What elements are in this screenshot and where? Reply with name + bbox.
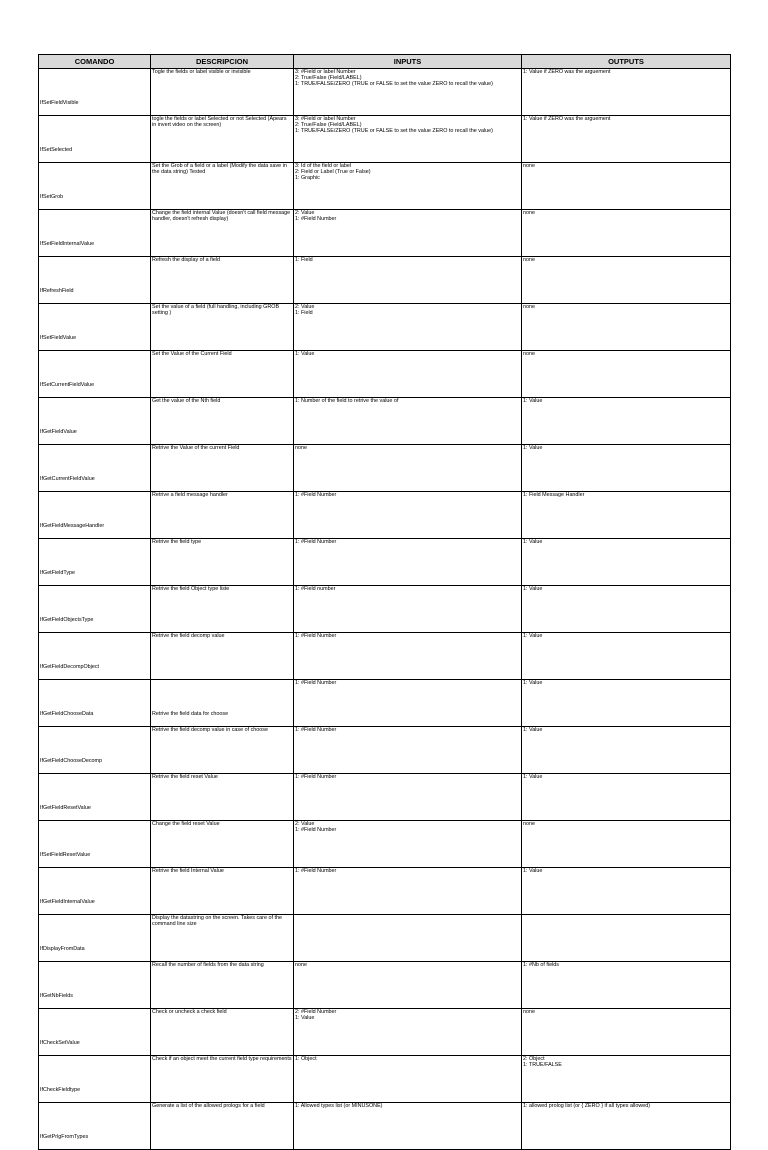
table-body	[39, 69, 731, 1150]
cell-outputs	[522, 915, 731, 962]
header-row	[39, 55, 731, 69]
cell-inputs: 1: #Field Number	[294, 868, 522, 915]
cell-inputs: 2: #Field Number 1: Value	[294, 1009, 522, 1056]
cell-inputs: 1: #Field Number	[294, 774, 522, 821]
cell-outputs: 1: Field Message Handler	[522, 492, 731, 539]
cell-inputs: 1: Allowed types list (or MINUSONE)	[294, 1103, 522, 1150]
table-row	[39, 163, 731, 210]
cell-inputs: 3: #Field or label Number 2: True/False (Field/LABEL) 1: TRUE/FALSE/ZERO (TRUE or FALSE to set the value ZERO to recall the value)	[294, 116, 522, 163]
cell-description: Display the datastring on the screen. Takes care of the command line size	[151, 915, 294, 962]
cell-description: Retrive a field message handler	[151, 492, 294, 539]
cell-outputs: none	[522, 304, 731, 351]
cell-command: IfGetCurrentFieldValue	[39, 445, 151, 492]
cell-description: Retrive the field decomp value	[151, 633, 294, 680]
cell-outputs: none	[522, 1009, 731, 1056]
cell-inputs: 1: #Field Number	[294, 539, 522, 586]
table-row	[39, 210, 731, 257]
cell-inputs: 1: #Field Number	[294, 492, 522, 539]
cell-description: Retrive the field reset Value	[151, 774, 294, 821]
table-row	[39, 821, 731, 868]
table-row	[39, 116, 731, 163]
cell-command: IfSetFieldInternalValue	[39, 210, 151, 257]
cell-command: IfCheckSetValue	[39, 1009, 151, 1056]
cell-description: togle the fields or label Selected or not Selected (Apears in invert video on the screen)	[151, 116, 294, 163]
cell-command: IfGetFieldChooseDecomp	[39, 727, 151, 774]
cell-inputs: 2: Value 1: #Field Number	[294, 821, 522, 868]
table-row	[39, 962, 731, 1009]
cell-description: Generate a list of the allowed prologs for a field	[151, 1103, 294, 1150]
table-row	[39, 727, 731, 774]
cell-description: Check if an object meet the current field type requirements	[151, 1056, 294, 1103]
cell-command: IfSetFieldResetValue	[39, 821, 151, 868]
cell-outputs: 1: Value if ZERO was the arguement	[522, 116, 731, 163]
header-comando: COMANDO	[39, 55, 151, 69]
cell-inputs: 1: #Field Number	[294, 633, 522, 680]
cell-outputs: 1: allowed prolog list (or { ZERO } if all types allowed)	[522, 1103, 731, 1150]
table-row	[39, 351, 731, 398]
cell-inputs: 2: Value 1: #Field Number	[294, 210, 522, 257]
cell-outputs: 1: Value	[522, 680, 731, 727]
cell-description: Check or uncheck a check field	[151, 1009, 294, 1056]
cell-inputs: 1: #Field number	[294, 586, 522, 633]
cell-description: Retrive the field Internal Value	[151, 868, 294, 915]
cell-description: Set the Grob of a field or a label (Modify the data save in the data string) Tested	[151, 163, 294, 210]
table-row	[39, 915, 731, 962]
cell-outputs: none	[522, 351, 731, 398]
cell-description: Retrive the field Object type liste	[151, 586, 294, 633]
cell-description: Get the value of the Nth field	[151, 398, 294, 445]
cell-inputs: 1: Field	[294, 257, 522, 304]
cell-command: IfGetFieldObjectsType	[39, 586, 151, 633]
cell-description: Retrive the Value of the current Field	[151, 445, 294, 492]
cell-command: IfSetSelected	[39, 116, 151, 163]
cell-command: IfGetFieldValue	[39, 398, 151, 445]
cell-outputs: 1: Value	[522, 586, 731, 633]
cell-outputs: none	[522, 163, 731, 210]
cell-description: Retrive the field decomp value in case of choose	[151, 727, 294, 774]
cell-description: Retrive the field type	[151, 539, 294, 586]
cell-description: Change the field reset Value	[151, 821, 294, 868]
cell-command: IfGetFieldMessageHandler	[39, 492, 151, 539]
cell-outputs: 1: Value	[522, 398, 731, 445]
table-row	[39, 680, 731, 727]
cell-inputs: 1: #Field Number	[294, 680, 522, 727]
cell-description: Recall the number of fields from the data string	[151, 962, 294, 1009]
cell-command: IfGetNbFields	[39, 962, 151, 1009]
commands-table	[38, 54, 731, 1150]
cell-outputs: 1: Value	[522, 633, 731, 680]
cell-outputs: none	[522, 210, 731, 257]
table-row	[39, 1103, 731, 1150]
cell-outputs: 1: Value	[522, 774, 731, 821]
cell-inputs: 1: #Field Number	[294, 727, 522, 774]
cell-inputs: 3: #Field or label Number 2: True/False (Field/LABEL) 1: TRUE/FALSE/ZERO (TRUE or FALSE to set the value ZERO to recall the value)	[294, 69, 522, 116]
table-row	[39, 539, 731, 586]
cell-inputs: none	[294, 445, 522, 492]
table-row	[39, 586, 731, 633]
table-row	[39, 445, 731, 492]
table-row	[39, 868, 731, 915]
cell-command: IfGetPrlgFromTypes	[39, 1103, 151, 1150]
cell-command: IfGetFieldChooseData	[39, 680, 151, 727]
cell-outputs: none	[522, 257, 731, 304]
cell-outputs: 1: #Nb of fields	[522, 962, 731, 1009]
cell-command: IfRefreshField	[39, 257, 151, 304]
cell-command: IfGetFieldDecompObject	[39, 633, 151, 680]
cell-command: IfGetFieldType	[39, 539, 151, 586]
cell-inputs: 3: Id of the field or label 2: Field or Label (True or False) 1: Graphic	[294, 163, 522, 210]
table-row	[39, 1056, 731, 1103]
cell-inputs: 1: Object	[294, 1056, 522, 1103]
table-row	[39, 774, 731, 821]
cell-outputs: none	[522, 821, 731, 868]
cell-inputs: 1: Number of the field to retrive the value of	[294, 398, 522, 445]
header-inputs: INPUTS	[294, 55, 522, 69]
cell-description: Set the Value of the Current Field	[151, 351, 294, 398]
table-row	[39, 69, 731, 116]
cell-outputs: 1: Value	[522, 539, 731, 586]
header-outputs: OUTPUTS	[522, 55, 731, 69]
cell-command: IfGetFieldInternalValue	[39, 868, 151, 915]
cell-inputs: 1: Value	[294, 351, 522, 398]
cell-description: Set the value of a field (full handling, including GROB setting )	[151, 304, 294, 351]
table-row	[39, 492, 731, 539]
cell-outputs: 1: Value if ZERO was the arguement	[522, 69, 731, 116]
cell-description: Refresh the display of a field	[151, 257, 294, 304]
cell-description: Retrive the field data for choose	[151, 680, 294, 727]
cell-command: IfSetFieldValue	[39, 304, 151, 351]
cell-description: Togle the fields or label visible or invisible	[151, 69, 294, 116]
cell-outputs: 1: Value	[522, 445, 731, 492]
cell-inputs	[294, 915, 522, 962]
cell-command: IfSetGrob	[39, 163, 151, 210]
header-descripcion: DESCRIPCION	[151, 55, 294, 69]
cell-outputs: 2: Object 1: TRUE/FALSE	[522, 1056, 731, 1103]
table-row	[39, 398, 731, 445]
cell-inputs: none	[294, 962, 522, 1009]
cell-description: Change the field internal Value (doesn't call field message handler, doesn't refresh display)	[151, 210, 294, 257]
cell-command: IfSetFieldVisible	[39, 69, 151, 116]
cell-outputs: 1: Value	[522, 727, 731, 774]
table-row	[39, 304, 731, 351]
table-row	[39, 257, 731, 304]
cell-command: IfCheckFieldtype	[39, 1056, 151, 1103]
table-row	[39, 633, 731, 680]
cell-command: IfSetCurrentFieldValue	[39, 351, 151, 398]
cell-inputs: 2: Value 1: Field	[294, 304, 522, 351]
cell-command: IfGetFieldResetValue	[39, 774, 151, 821]
cell-outputs: 1: Value	[522, 868, 731, 915]
cell-command: IfDisplayFromData	[39, 915, 151, 962]
table-row	[39, 1009, 731, 1056]
